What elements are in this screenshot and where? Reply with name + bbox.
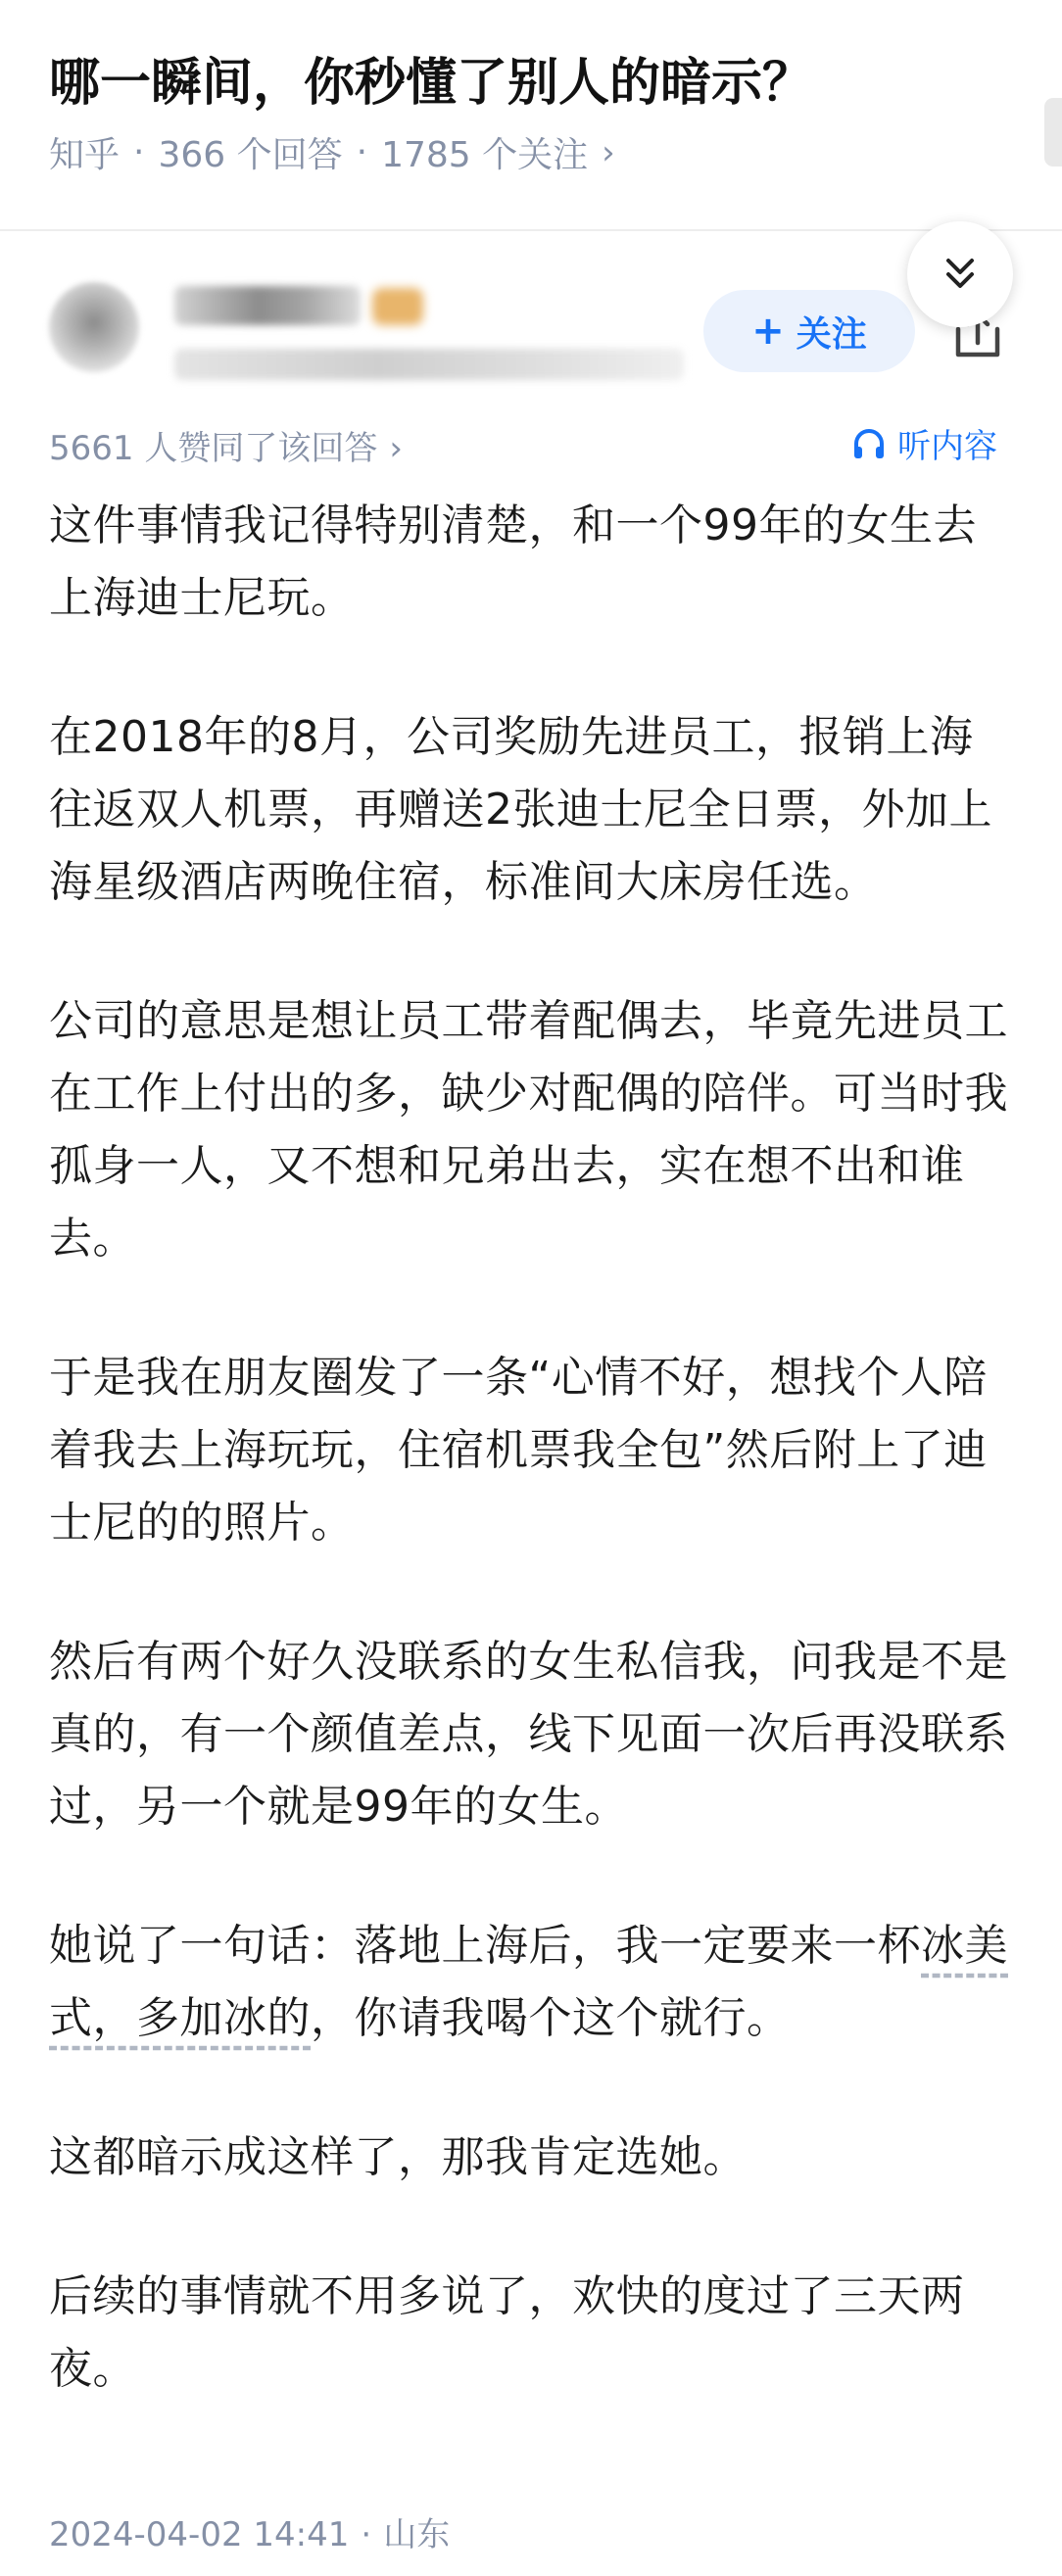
headphones-icon <box>850 425 888 462</box>
answer-paragraph: 然后有两个好久没联系的女生私信我，问我是不是真的，有一个颜值差点，线下见面一次后再没联系过，另一个就是99年的女生。 <box>49 1637 1008 1832</box>
collapse-button[interactable] <box>907 221 1013 327</box>
vote-count[interactable] <box>49 421 403 469</box>
chevron-right-icon: › <box>602 132 615 172</box>
answer-location: 山东 <box>383 2515 451 2554</box>
paragraph-text: 她说了一句话：落地上海后，我一定要来一杯 <box>49 1921 921 1971</box>
author-bar <box>0 231 1062 407</box>
plus-icon: + <box>751 309 785 354</box>
avatar[interactable] <box>49 282 139 372</box>
answers-count: 366 个回答 <box>158 135 343 175</box>
question-meta[interactable] <box>49 127 615 177</box>
follow-label: 关注 <box>796 313 867 355</box>
chevron-right-icon: › <box>389 429 403 468</box>
answer-date: 2024-04-02 14:41 <box>49 2515 350 2554</box>
double-chevron-down-icon <box>939 253 982 296</box>
answer-paragraph: 这都暗示成这样了，那我肯定选她。 <box>49 2132 747 2182</box>
author-badge-blurred <box>372 288 423 325</box>
edge-handle <box>1044 98 1062 167</box>
answer-timestamp <box>49 2507 450 2555</box>
meta-separator: · <box>361 2515 372 2554</box>
vote-count-text: 5661 人赞同了该回答 <box>49 429 378 468</box>
meta-separator: · <box>133 132 145 172</box>
followers-count: 1785 个关注 <box>381 135 589 175</box>
meta-separator: · <box>356 132 368 172</box>
follow-button[interactable] <box>703 290 915 372</box>
author-name-blurred[interactable] <box>174 286 361 325</box>
answer-paragraph: 公司的意思是想让员工带着配偶去，毕竟先进员工在工作上付出的多，缺少对配偶的陪伴。可当时我孤身一人，又不想和兄弟出去，实在想不出和谁去。 <box>49 996 1008 1264</box>
listen-button[interactable] <box>850 419 997 467</box>
author-bio-blurred <box>174 349 684 380</box>
answer-paragraph: 后续的事情就不用多说了，欢快的度过了三天两夜。 <box>49 2271 965 2394</box>
answer-paragraph: 这件事情我记得特别清楚，和一个99年的女生去上海迪士尼玩。 <box>49 501 977 623</box>
question-title[interactable]: 哪一瞬间，你秒懂了别人的暗示？ <box>49 54 814 113</box>
paragraph-text: ，你请我喝个这个就行。 <box>311 1993 791 2043</box>
answer-paragraph: 在2018年的8月，公司奖励先进员工，报销上海往返双人机票，再赠送2张迪士尼全日票，外加上海星级酒店两晚住宿，标准间大床房任选。 <box>49 712 992 907</box>
source-label: 知乎 <box>49 135 121 175</box>
answer-paragraph <box>49 1910 1013 2055</box>
answer-content <box>49 490 1013 2472</box>
listen-label: 听内容 <box>897 427 997 466</box>
search-keyword-link[interactable]: 冰美式，多加冰的 <box>49 1921 1008 2043</box>
question-header <box>0 0 1062 231</box>
answer-paragraph: 于是我在朋友圈发了一条“心情不好，想找个人陪着我去上海玩玩，住宿机票我全包”然后附上了迪士尼的的照片。 <box>49 1353 988 1548</box>
